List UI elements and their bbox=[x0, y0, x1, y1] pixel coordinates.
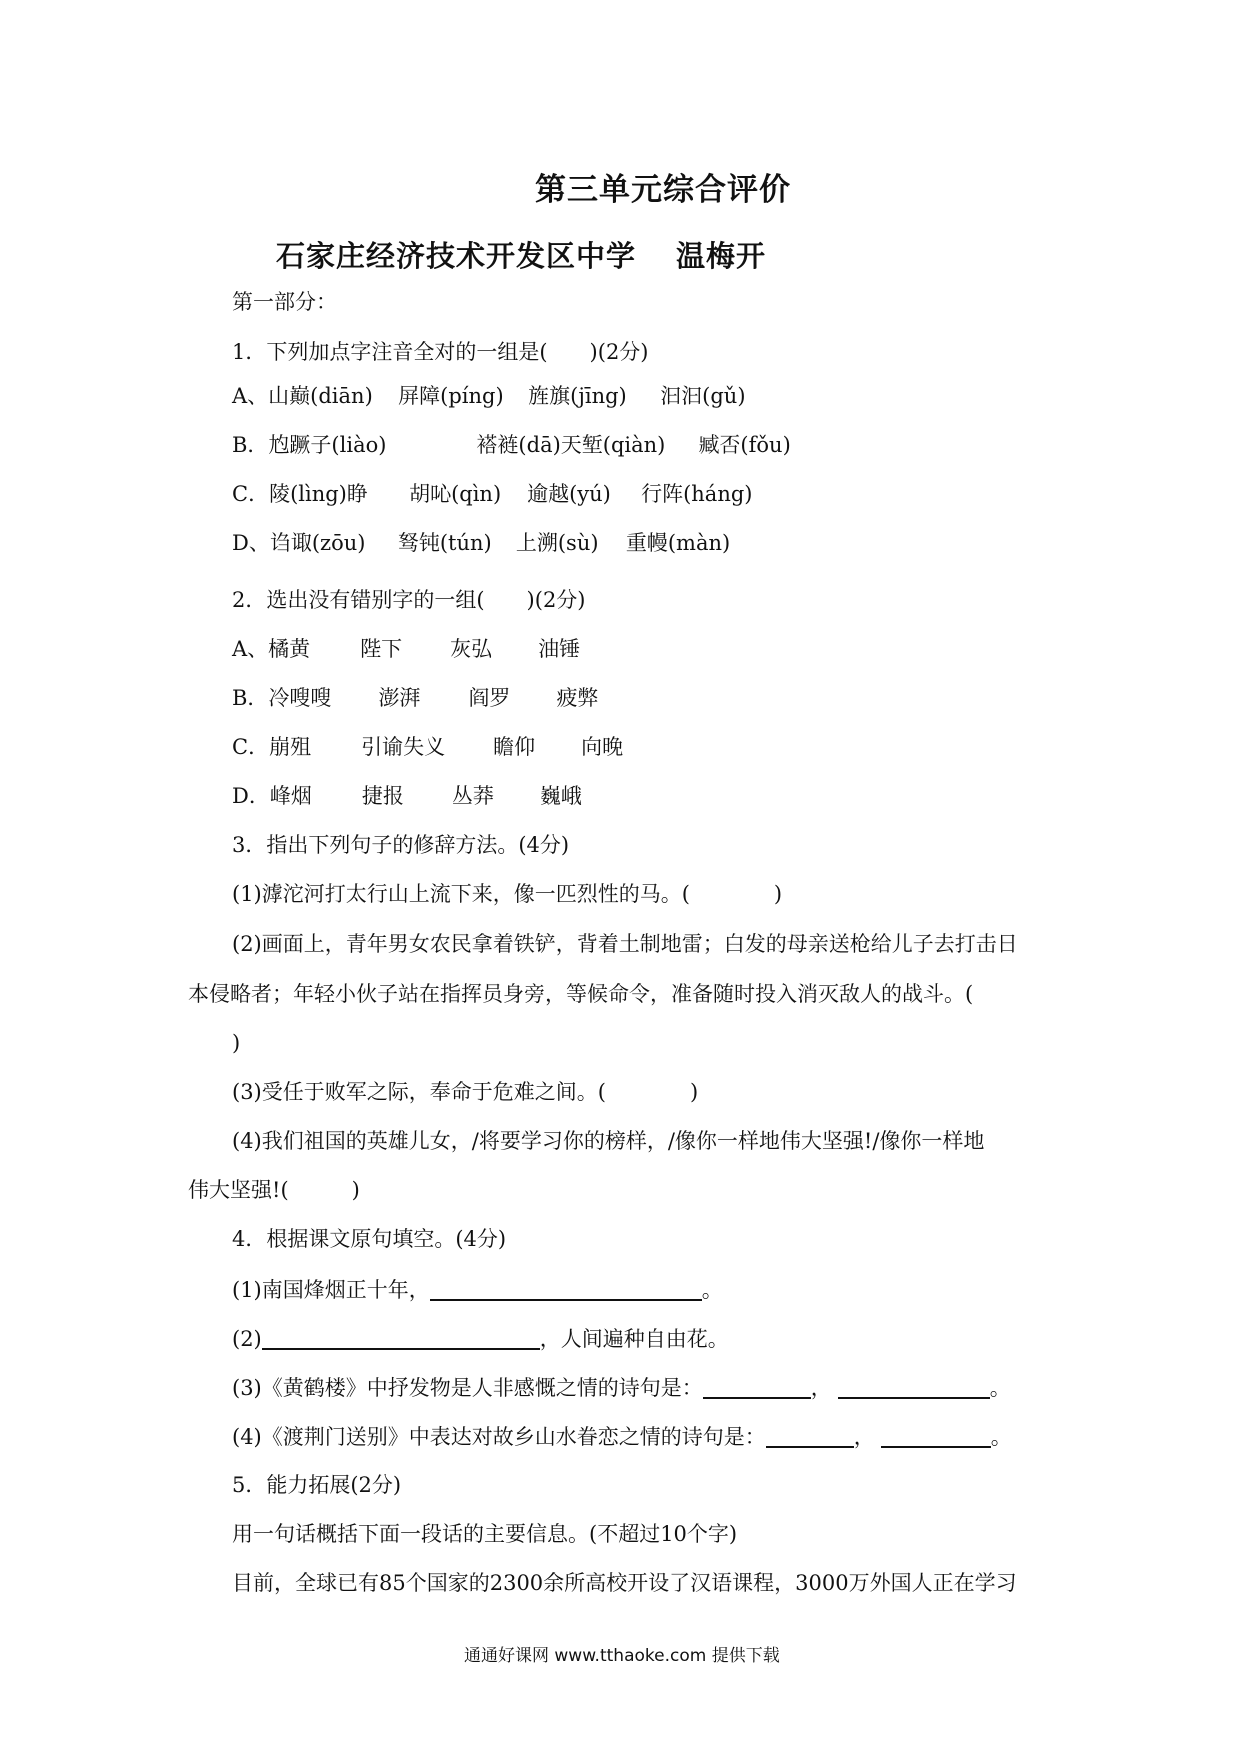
option-item: 向晚 bbox=[581, 735, 624, 759]
author-line bbox=[276, 234, 766, 275]
option-item: 捷报 bbox=[361, 784, 404, 808]
fill-text: (2) bbox=[232, 1327, 262, 1351]
q4-fill-3 bbox=[232, 1377, 1011, 1399]
q4-stem: 4．根据课文原句填空。(4分) bbox=[232, 1227, 507, 1251]
q1-option-c bbox=[232, 484, 752, 505]
q3-sentence-4-line2: 伟大坚强!( ) bbox=[188, 1178, 360, 1202]
option-item: 重幔(màn) bbox=[625, 531, 731, 555]
option-item: 油锤 bbox=[538, 637, 581, 661]
q3-sentence-4-line1: (4)我们祖国的英雄儿女，/将要学习你的榜样，/像你一样地伟大坚强!/像你一样地 bbox=[232, 1129, 985, 1153]
answer-blank[interactable] bbox=[766, 1426, 854, 1448]
author-name: 温梅开 bbox=[676, 239, 767, 273]
fill-text: (1)南国烽烟正十年， bbox=[232, 1278, 430, 1302]
part-label: 第一部分： bbox=[232, 290, 337, 314]
option-label: C． bbox=[232, 482, 270, 506]
option-item: 阎罗 bbox=[468, 686, 511, 710]
option-label: B． bbox=[232, 686, 269, 710]
page-footer: 通通好课网 www.tthaoke.com 提供下载 bbox=[464, 1646, 780, 1666]
answer-blank[interactable] bbox=[703, 1377, 811, 1399]
answer-blank[interactable] bbox=[262, 1328, 540, 1350]
q2-option-c bbox=[232, 737, 623, 758]
fill-text: (4)《渡荆门送别》中表达对故乡山水眷恋之情的诗句是： bbox=[232, 1425, 766, 1449]
option-item: 丛莽 bbox=[451, 784, 494, 808]
q4-fill-2 bbox=[232, 1328, 729, 1350]
fill-text: ， bbox=[853, 1425, 875, 1449]
answer-blank[interactable] bbox=[430, 1279, 702, 1301]
q1-option-a bbox=[232, 386, 746, 407]
fill-text: 。 bbox=[701, 1278, 723, 1302]
option-item: 胡吣(qìn) bbox=[409, 482, 502, 506]
q1-option-d bbox=[232, 533, 730, 554]
q4-fill-1 bbox=[232, 1279, 723, 1301]
q3-stem: 3．指出下列句子的修辞方法。(4分) bbox=[232, 833, 570, 857]
option-label: C． bbox=[232, 735, 270, 759]
option-item: 汩汩(gǔ) bbox=[660, 384, 746, 408]
option-item: 崩殂 bbox=[269, 735, 312, 759]
fill-text: (3)《黄鹤楼》中抒发物是人非感慨之情的诗句是： bbox=[232, 1376, 703, 1400]
page-title: 第三单元综合评价 bbox=[535, 172, 791, 208]
option-item: 尥蹶子(liào) bbox=[268, 433, 387, 457]
q3-sentence-2-line2: 本侵略者；年轻小伙子站在指挥员身旁，等候命令，准备随时投入消灭敌人的战斗。( bbox=[188, 982, 974, 1006]
q1-stem: 1．下列加点字注音全对的一组是( )(2分) bbox=[232, 340, 649, 364]
option-item: 山巅(diān) bbox=[268, 384, 373, 408]
option-item: 陵(lìng)睁 bbox=[269, 482, 368, 506]
option-item: 澎湃 bbox=[378, 686, 421, 710]
option-label: A、 bbox=[232, 384, 269, 408]
option-item: 冷嗖嗖 bbox=[268, 686, 332, 710]
fill-text: ，人间遍种自由花。 bbox=[539, 1327, 729, 1351]
option-item: 疲弊 bbox=[556, 686, 599, 710]
school-name: 石家庄经济技术开发区中学 bbox=[276, 239, 637, 273]
option-label: D、 bbox=[232, 531, 270, 555]
option-label: B． bbox=[232, 433, 269, 457]
fill-text: 。 bbox=[990, 1425, 1012, 1449]
option-item: 陛下 bbox=[360, 637, 403, 661]
option-item: 屏障(píng) bbox=[398, 384, 504, 408]
option-item: 臧否(fǒu) bbox=[698, 433, 791, 457]
q4-fill-4 bbox=[232, 1426, 1012, 1448]
option-item: 峰烟 bbox=[269, 784, 312, 808]
option-item: 行阵(háng) bbox=[641, 482, 753, 506]
answer-blank[interactable] bbox=[881, 1426, 991, 1448]
q3-sentence-2-line3: ) bbox=[232, 1031, 241, 1055]
option-item: 驽钝(tún) bbox=[397, 531, 492, 555]
q1-option-b bbox=[232, 435, 791, 456]
q2-option-b bbox=[232, 688, 598, 709]
q5-instruction: 用一句话概括下面一段话的主要信息。(不超过10个字) bbox=[232, 1522, 738, 1546]
q2-option-d bbox=[232, 786, 582, 807]
option-item: 灰弘 bbox=[450, 637, 493, 661]
fill-text: ， bbox=[810, 1376, 832, 1400]
option-item: 逾越(yú) bbox=[527, 482, 611, 506]
option-item: 上溯(sù) bbox=[515, 531, 599, 555]
option-item: 旌旗(jīng) bbox=[528, 384, 627, 408]
q3-sentence-2-line1: (2)画面上，青年男女农民拿着铁铲，背着土制地雷；白发的母亲送枪给儿子去打击日 bbox=[232, 932, 1018, 956]
option-item: 瞻仰 bbox=[493, 735, 536, 759]
q2-stem: 2．选出没有错别字的一组( )(2分) bbox=[232, 588, 586, 612]
q3-sentence-1: (1)滹沱河打太行山上流下来，像一匹烈性的马。( ) bbox=[232, 882, 783, 906]
option-label: D． bbox=[232, 784, 270, 808]
option-label: A、 bbox=[232, 637, 269, 661]
q2-option-a bbox=[232, 639, 580, 660]
q5-stem: 5．能力拓展(2分) bbox=[232, 1473, 402, 1497]
option-item: 诌诹(zōu) bbox=[269, 531, 366, 555]
option-item: 褡裢(dā)天堑(qiàn) bbox=[476, 433, 666, 457]
option-item: 橘黄 bbox=[268, 637, 311, 661]
q5-passage: 目前，全球已有85个国家的2300余所高校开设了汉语课程，3000万外国人正在学习 bbox=[232, 1571, 1017, 1595]
fill-text: 。 bbox=[989, 1376, 1011, 1400]
option-item: 引谕失义 bbox=[361, 735, 446, 759]
q3-sentence-3: (3)受任于败军之际，奉命于危难之间。( ) bbox=[232, 1080, 699, 1104]
answer-blank[interactable] bbox=[838, 1377, 990, 1399]
option-item: 巍峨 bbox=[539, 784, 582, 808]
